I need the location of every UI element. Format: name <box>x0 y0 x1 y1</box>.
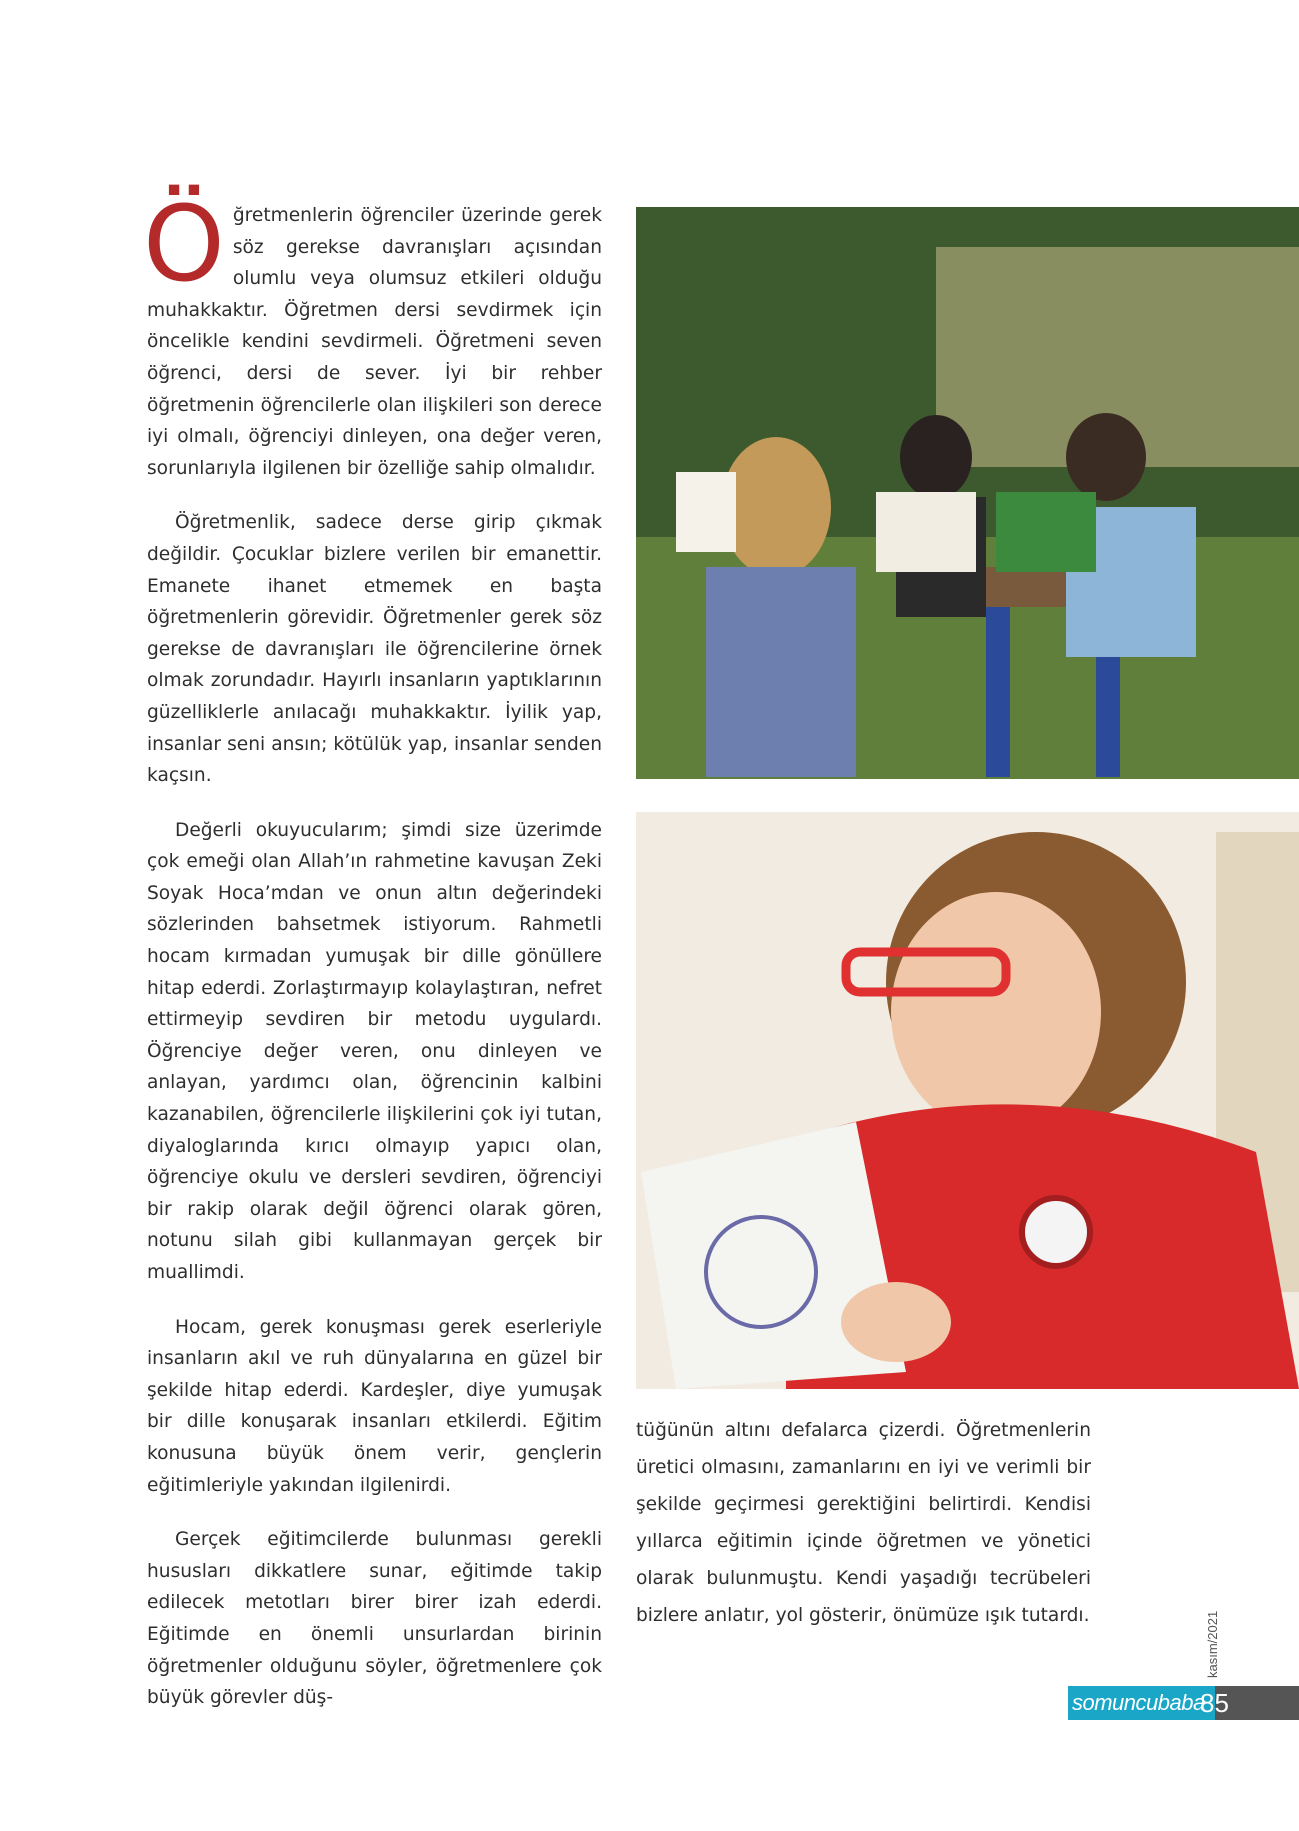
right-column <box>636 1412 1091 1634</box>
paragraph-1 <box>143 183 602 484</box>
paragraph-2: Öğretmenlik, sadece derse girip çıkmak değildir. Çocuklar bizlere verilen bir emanettir. Emanete ihanet etmemek en başta öğretmenlerin görevidir. Öğretmenler gerek söz gerekse de davranışları ile öğrencilerine örnek olmak zorundadır. Hayırlı insanların yaptıklarının güzelliklerle anılacağı muhakkaktır. İyilik yap, insanlar seni ansın; kötülük yap, insanlar senden kaçsın. <box>147 512 602 787</box>
page-number: 85 <box>1200 1688 1229 1718</box>
photo-1-illustration <box>636 207 1299 779</box>
magazine-brand: somuncubaba <box>1068 1686 1215 1720</box>
drop-cap: Ö <box>143 183 225 305</box>
photo-girl-reading <box>636 812 1299 1389</box>
issue-date: kasım/2021 <box>1205 1610 1220 1678</box>
photo-children-reading-outdoors <box>636 207 1299 779</box>
photo-2-illustration <box>636 812 1299 1389</box>
left-column <box>143 183 602 1714</box>
paragraph-3: Değerli okuyucularım; şimdi size üzerimde çok emeği olan Allah’ın rahmetine kavuşan Zeki Soyak Hoca’mdan ve onun altın değerindeki sözlerinden bahsetmek istiyorum. Rahmetli hocam kırmadan yumuşak bir dille gönüllere hitap ederdi. Zorlaştırmayıp kolaylaştıran, nefret ettirmeyip sevdiren bir metodu uygulardı. Öğrenciye değer veren, onu dinleyen ve anlayan, yardımcı olan, öğrencinin kalbini kazanabilen, öğrencilerle ilişkilerini çok iyi tutan, diyaloglarında kırıcı olmayıp yapıcı olan, öğrenciye okulu ve dersleri sevdiren, öğrenciyi bir rakip olarak değil öğrenci olarak gören, notunu silah gibi kullanmayan gerçek bir muallimdi. <box>147 819 602 1283</box>
paragraph-6: tüğünün altını defalarca çizerdi. Öğretmenlerin üretici olmasını, zamanlarını en iyi ve verimli bir şekilde geçirmesi gerektiğini belirtirdi. Kendisi yıllarca eğitimin içinde öğretmen ve yönetici olarak bulunmuştu. Kendi yaşadığı tecrübeleri bizlere anlatır, yol gösterir, önümüze ışık tutardı. <box>636 1420 1091 1626</box>
paragraph-5: Gerçek eğitimcilerde bulunması gerekli hususları dikkatlere sunar, eğitimde takip edilecek metotları birer birer izah ederdi. Eğitimde en önemli unsurlardan birinin öğretmenler olduğunu söyler, öğretmenlere çok büyük görevler düş- <box>147 1529 602 1709</box>
paragraph-1-text: ğretmenlerin öğrenciler üzerinde gerek söz gerekse davranışları açısından olumlu veya olumsuz etkileri olduğu muhakkaktır. Öğretmen dersi sevdirmek için öncelikle kendini sevdirmeli. Öğretmeni seven öğrenci, dersi de sever. İyi bir rehber öğretmenin öğrencilerle olan ilişkileri son derece iyi olmalı, öğrenciyi dinleyen, ona değer veren, sorunlarıyla ilgilenen bir özelliğe sahip olmalıdır. <box>147 205 602 479</box>
paragraph-4: Hocam, gerek konuşması gerek eserleriyle insanların akıl ve ruh dünyalarına en güzel bir şekilde hitap ederdi. Kardeşler, diye yumuşak bir dille konuşarak insanları etkilerdi. Eğitim konusuna büyük önem verir, gençlerin eğitimleriyle yakından ilgilenirdi. <box>147 1316 602 1496</box>
